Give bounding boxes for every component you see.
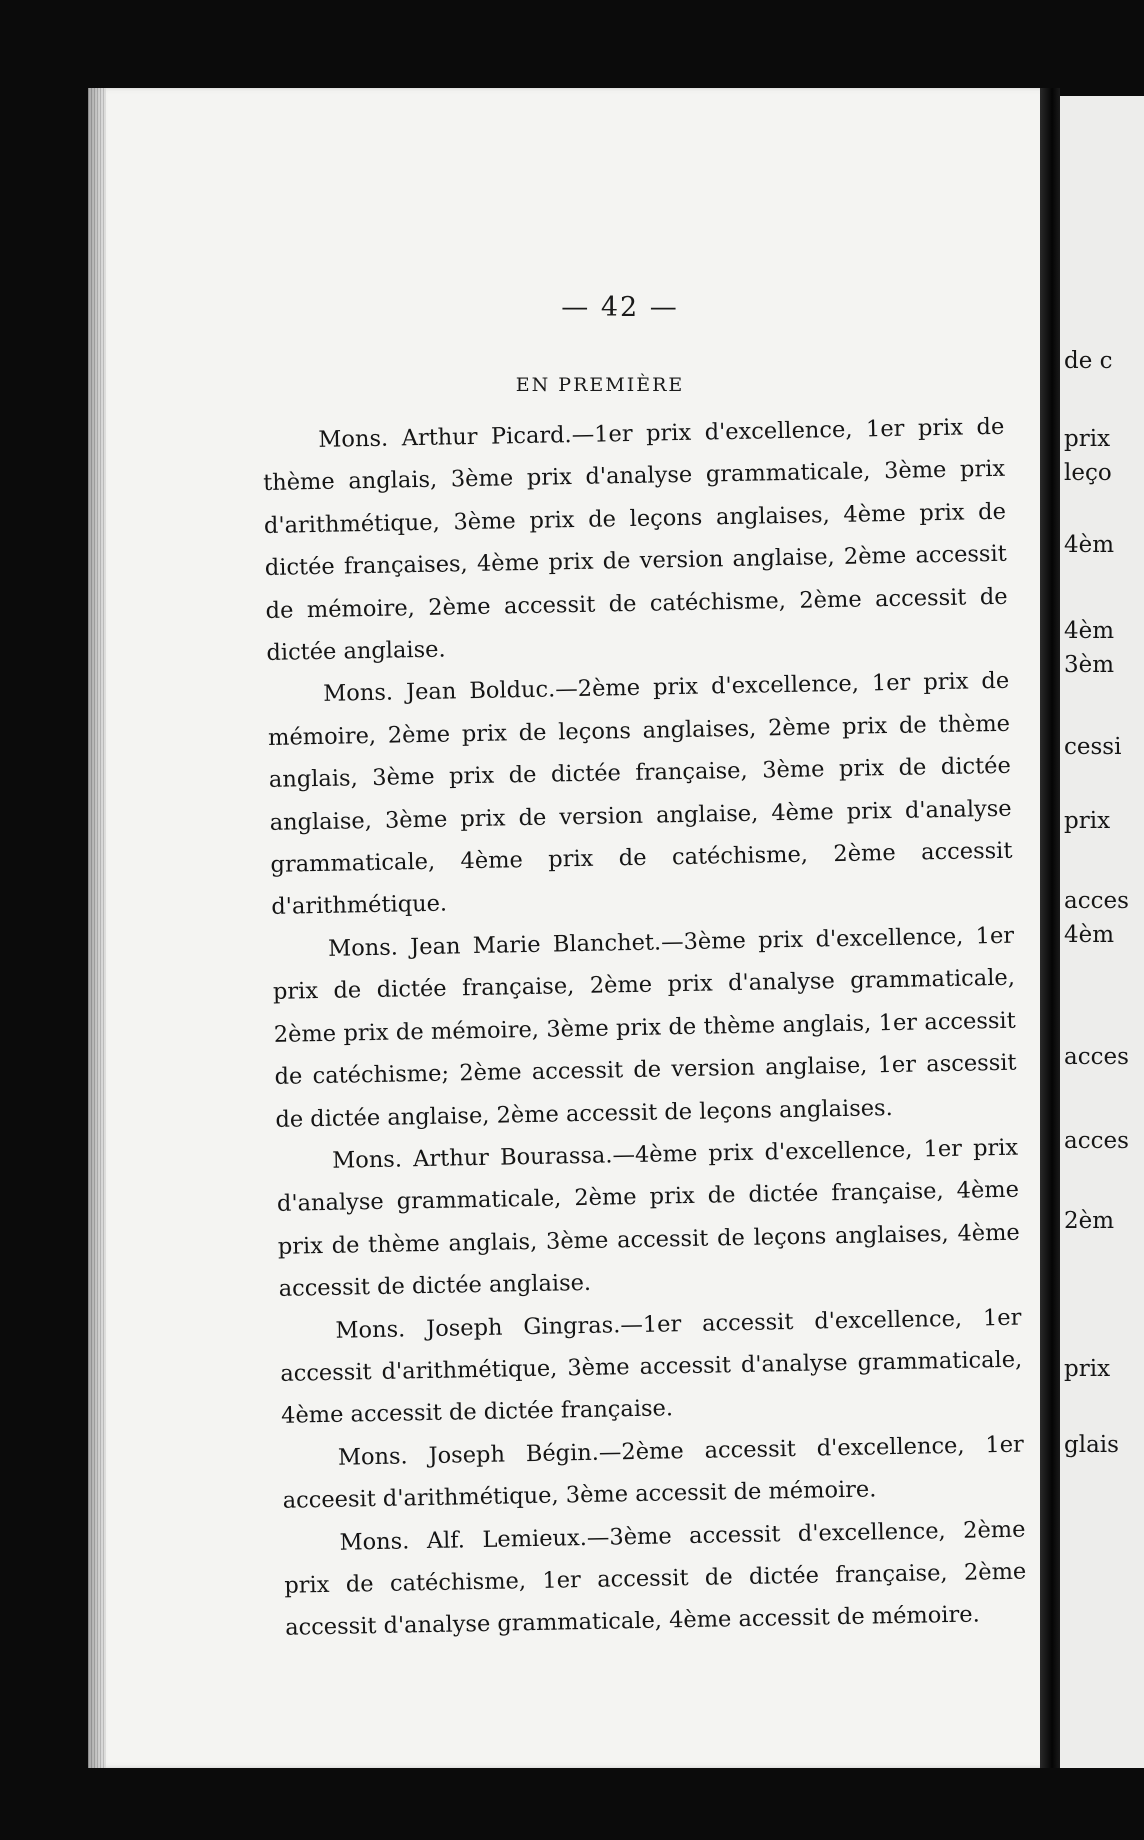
prize-entry: Mons. Arthur Bourassa.—4ème prix d'excellence, 1er prix d'analyse grammaticale, 2ème prix de dictée française, 4ème prix de thème anglais, 3ème accessit de leçons anglaises, 4ème accessit de dictée anglaise. [276, 1134, 1020, 1302]
right-page-fragment: acces [1064, 888, 1129, 914]
prize-entry: Mons. Joseph Gingras.—1er accessit d'excellence, 1er accessit d'arithmétique, 3ème accessit d'analyse grammaticale, 4ème accessit de dictée française. [280, 1304, 1023, 1430]
right-page-fragment: 2èm [1064, 1208, 1115, 1234]
right-book-page [1060, 96, 1144, 1768]
right-page-fragment: acces [1064, 1044, 1129, 1070]
right-page-fragment: 3èm [1064, 652, 1115, 678]
page-number: — 42 — [561, 292, 679, 323]
prize-entry: Mons. Jean Bolduc.—2ème prix d'excellence, 1er prix de mémoire, 2ème prix de leçons anglaises, 2ème prix de thème anglais, 3ème prix de dictée française, 3ème prix de dictée anglaise, 3ème prix de version anglaise, 4ème prix d'analyse grammaticale, 4ème prix de catéchisme, 2ème accessit d'arithmétique. [267, 668, 1013, 921]
prize-list [262, 406, 1027, 1650]
section-heading: EN PREMIÈRE [515, 374, 685, 396]
right-page-fragment: acces [1064, 1128, 1129, 1154]
right-page-fragment: glais [1064, 1432, 1119, 1458]
right-page-fragment: leço [1064, 460, 1112, 486]
right-page-fragment: de c [1064, 348, 1113, 374]
prize-entry: Mons. Jean Marie Blanchet.—3ème prix d'excellence, 1er prix de dictée française, 2ème prix d'analyse grammaticale, 2ème prix de mémoire, 3ème prix de thème anglais, 1er accessit de catéchisme; 2ème accessit de version anglaise, 1er ascessit de dictée anglaise, 2ème accessit de leçons anglaises. [272, 922, 1017, 1133]
right-page-fragment: 4èm [1064, 618, 1115, 644]
prize-entry: Mons. Joseph Bégin.—2ème accessit d'excellence, 1er acceesit d'arithmétique, 3ème accessit de mémoire. [282, 1431, 1025, 1514]
page-edge [88, 88, 106, 1768]
prize-entry: Mons. Arthur Picard.—1er prix d'excellence, 1er prix de thème anglais, 3ème prix d'analyse grammaticale, 3ème prix d'arithmétique, 3ème prix de leçons anglaises, 4ème prix de dictée françaises, 4ème prix de version anglaise, 2ème accessit de mémoire, 2ème accessit de catéchisme, 2ème accessit de dictée anglaise. [262, 413, 1008, 666]
right-page-fragment: 4èm [1064, 532, 1115, 558]
prize-entry: Mons. Alf. Lemieux.—3ème accessit d'excellence, 2ème prix de catéchisme, 1er accessit de dictée française, 2ème accessit d'analyse grammaticale, 4ème accessit de mémoire. [284, 1516, 1027, 1642]
right-page-fragment: 4èm [1064, 922, 1115, 948]
right-page-fragment: prix [1064, 1356, 1111, 1382]
right-page-fragment: prix [1064, 808, 1111, 834]
right-page-fragment: cessi [1064, 734, 1122, 760]
book-gutter [1040, 88, 1060, 1768]
right-page-fragment: prix [1064, 426, 1111, 452]
